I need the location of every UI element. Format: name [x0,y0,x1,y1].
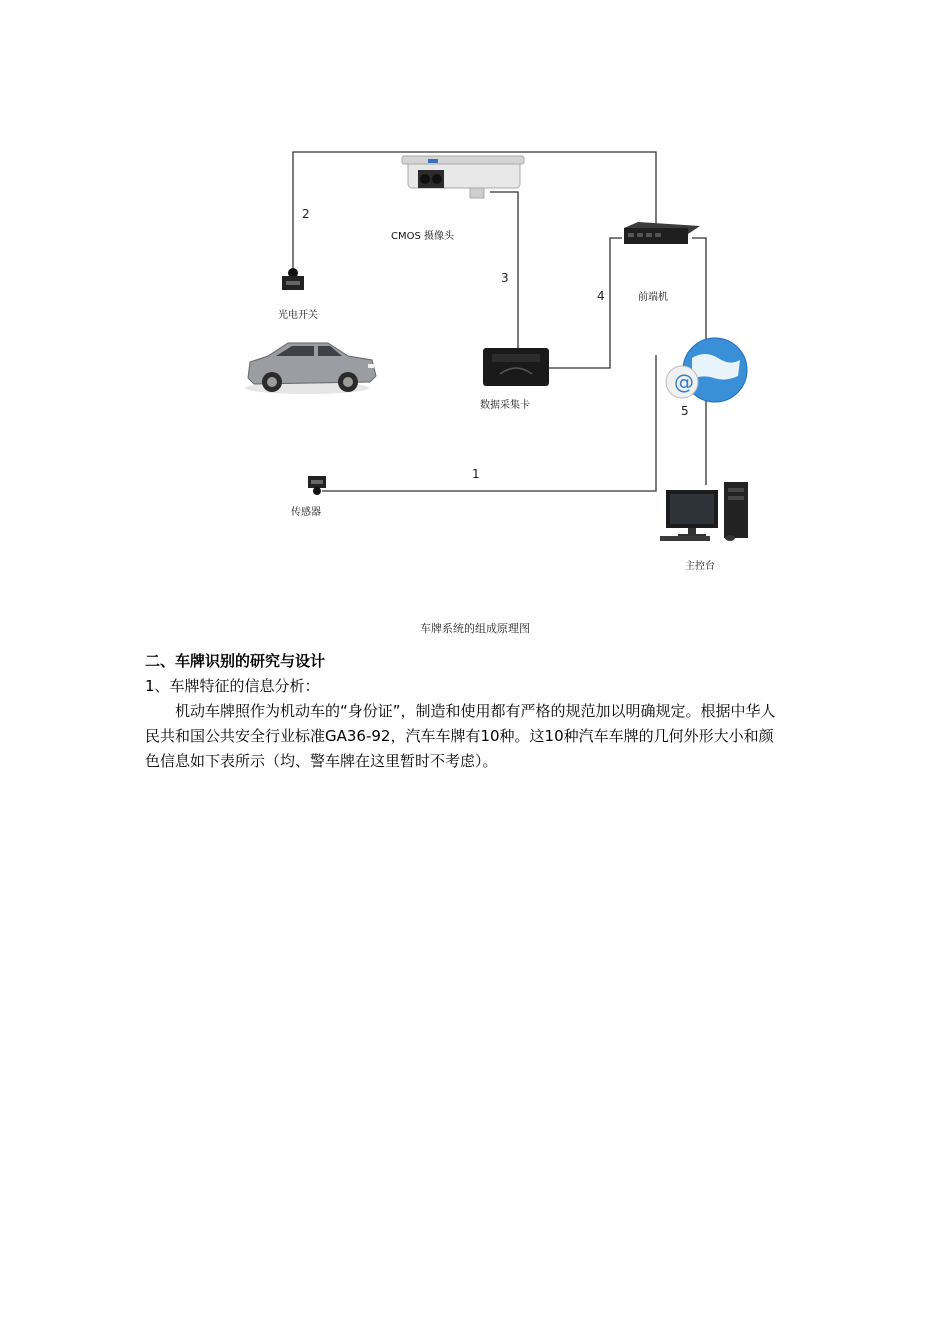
connection-lines [293,152,706,491]
network-globe-icon [666,338,747,402]
capture-card-icon [483,348,549,386]
front-machine-label: 前端机 [638,292,668,303]
body-paragraph: 机动车牌照作为机动车的“身份证”，制造和使用都有严格的规范加以明确规定。根据中华人民共和国公共安全行业标准GA36-92，汽车车牌有10种。这10种汽车车牌的几何外形大小和颜色信息如下表所示（均、警车牌在这里暂时不考虑）。 [145,702,776,770]
connection-number-5: 5 [681,404,689,418]
connection-number-3: 3 [501,271,509,285]
connection-number-2: 2 [302,207,310,221]
line-4 [548,238,622,368]
photo-switch-icon [282,268,304,290]
sensor-label: 传感器 [291,507,321,518]
photo-switch-label: 光电开关 [278,310,318,321]
line-frontend-network [692,238,706,355]
camera-label: CMOS 摄像头 [391,231,455,242]
connection-number-1: 1 [472,467,480,481]
sensor-icon [308,476,326,495]
console-label: 主控台 [685,561,715,572]
car-icon [245,343,376,394]
console-icon [660,482,748,541]
subsection-heading: 1、车牌特征的信息分析： [145,677,320,695]
connection-number-4: 4 [597,289,605,303]
system-diagram [230,130,790,580]
capture-card-label: 数据采集卡 [480,400,530,411]
figure-caption: 车牌系统的组成原理图 [420,622,530,635]
section-heading: 二、车牌识别的研究与设计 [145,652,326,670]
front-machine-icon [624,222,700,244]
at-sign-icon: @ [674,370,694,394]
